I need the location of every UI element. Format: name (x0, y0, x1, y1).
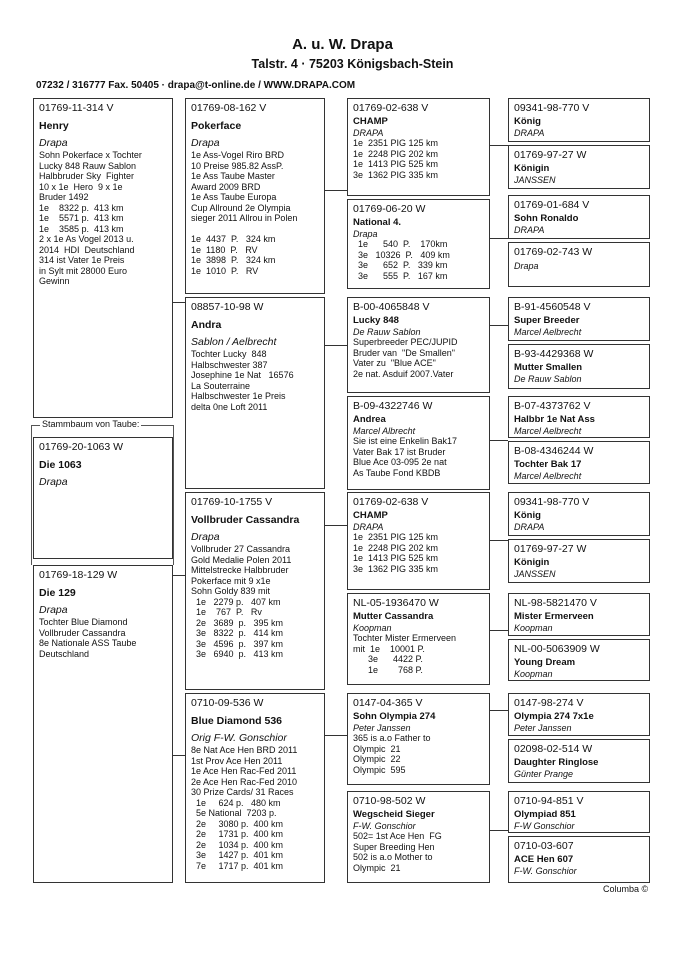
ring-number: NL-05-1936470 W (353, 597, 439, 609)
pigeon-name: Andrea (353, 414, 386, 425)
performance-line: 1e 4437 P. 324 km (191, 234, 276, 244)
performance-line: Vater Bak 17 ist Bruder (353, 446, 446, 457)
performance-line: Josephine 1e Nat 16576 (191, 370, 294, 380)
pigeon-name: König (514, 510, 541, 521)
performance-line: 3e 1362 PIG 335 km (353, 563, 439, 574)
performance-line: Superbreeder PEC/JUPID (353, 337, 458, 347)
breeder-origin: DRAPA (353, 127, 384, 138)
ring-number: 01769-18-129 W (39, 569, 118, 581)
pedigree-box-sd (185, 297, 325, 489)
pedigree-box-g9 (508, 492, 650, 536)
pedigree-box-ds (185, 492, 325, 690)
pedigree-box-dam (33, 565, 173, 883)
pigeon-name: Olympiad 851 (514, 809, 576, 820)
performance-line: 1e Ass-Vogel Riro BRD (191, 150, 285, 160)
performance-line: Sohn Goldy 839 mit (191, 586, 271, 596)
pigeon-name: Wegscheid Sieger (353, 809, 435, 820)
ring-number: B-08-4346244 W (514, 445, 594, 457)
breeder-origin: Koopman (514, 622, 553, 633)
pigeon-name: Mutter Cassandra (353, 611, 434, 622)
pigeon-name: Pokerface (191, 120, 242, 132)
performance-line: mit 1e 10001 P. (353, 643, 425, 654)
performance-line: 1e 5571 p. 413 km (39, 213, 124, 223)
performance-line: La Souterraine (191, 380, 251, 391)
performance-line: Cup Allround 2e Olympia (191, 202, 291, 213)
breeder-origin: Sablon / Aelbrecht (191, 335, 277, 348)
performance-line: 502= 1st Ace Hen FG (353, 831, 442, 841)
performance-line: Super Breeding Hen (353, 841, 435, 852)
performance-line: 1e Ace Hen Rac-Fed 2011 (191, 766, 297, 776)
performance-line: 1e 1010 P. RV (191, 265, 259, 276)
ring-number: 0710-09-536 W (191, 697, 264, 709)
pedigree-box-g13 (508, 693, 650, 736)
ring-number: B-07-4373762 V (514, 400, 591, 412)
pedigree-box-ss (185, 98, 325, 294)
pigeon-name: CHAMP (353, 510, 388, 521)
performance-line: 2e Ace Hen Rac-Fed 2010 (191, 776, 298, 787)
performance-line: sieger 2011 Allrou in Polen (191, 213, 298, 223)
performance-line: 2e 3080 p. 400 km (191, 818, 284, 829)
ring-number: 01769-11-314 V (39, 102, 114, 114)
breeder-address: Talstr. 4 · 75203 Königsbach-Stein (251, 57, 454, 71)
performance-line: Sie ist eine Enkelin Bak17 (353, 436, 458, 446)
performance-line: Halbschwester 387 (191, 359, 268, 370)
pedigree-legend: Stammbaum von Taube: (42, 419, 140, 429)
breeder-origin: DRAPA (514, 127, 545, 138)
pigeon-name: Die 129 (39, 587, 76, 599)
pedigree-box-sire (33, 437, 173, 559)
breeder-origin: Drapa (191, 136, 220, 149)
ring-number: B-09-4322746 W (353, 400, 433, 412)
ring-number: 01769-02-638 V (353, 496, 429, 508)
pedigree-box-dsd (347, 593, 490, 685)
performance-line: 2e 1731 p. 400 km (191, 829, 284, 839)
pedigree-box-dss (347, 492, 490, 590)
performance-line: 3e 4596 p. 397 km (191, 638, 284, 649)
pedigree-box-g7 (508, 396, 650, 438)
pigeon-name: CHAMP (353, 116, 388, 127)
performance-line: 1e 2248 PIG 202 km (353, 148, 439, 159)
pedigree-box-g11 (508, 593, 650, 636)
performance-line: 2e 1034 p. 400 km (191, 839, 284, 850)
performance-line: 1e 540 P. 170km (353, 239, 448, 249)
pedigree-box-g15 (508, 791, 650, 833)
performance-line: 8e Nationale ASS Taube (39, 638, 137, 648)
breeder-origin: Drapa (191, 530, 220, 543)
performance-line: 2014 HDI Deutschland (39, 244, 135, 255)
performance-line: 1e 3585 p. 413 km (39, 223, 124, 234)
performance-line: Olympic 21 (353, 862, 401, 873)
breeder-origin: Koopman (353, 622, 392, 633)
breeder-origin: Drapa (353, 228, 378, 239)
breeder-origin: Drapa (39, 475, 68, 488)
performance-line: 2e nat. Asduif 2007.Vater (353, 368, 454, 379)
ring-number: 02098-02-514 W (514, 743, 593, 755)
breeder-origin: De Rauw Sablon (353, 326, 421, 337)
performance-line: 1e 2248 PIG 202 km (353, 542, 439, 553)
breeder-origin: Drapa (39, 136, 68, 149)
breeder-name: A. u. W. Drapa (292, 36, 393, 53)
ring-number: 09341-98-770 V (514, 496, 590, 508)
performance-line: 365 is a.o Father to (353, 733, 431, 743)
breeder-origin: DRAPA (514, 224, 545, 235)
performance-line: 1e 2351 PIG 125 km (353, 532, 439, 542)
pigeon-name: Vollbruder Cassandra (191, 514, 300, 526)
ring-number: NL-00-5063909 W (514, 643, 600, 655)
performance-line: Bruder 1492 (39, 192, 89, 202)
performance-line: 3e 10326 P. 409 km (353, 249, 450, 260)
ring-number: 01769-20-1063 W (39, 441, 124, 453)
performance-line: 10 Preise 985.82 AssP. (191, 160, 284, 171)
ring-number: NL-98-5821470 V (514, 597, 597, 609)
breeder-origin: F-W. Gonschior (353, 820, 416, 831)
pigeon-name: Königin (514, 557, 550, 568)
performance-line: 30 Prize Cards/ 31 Races (191, 787, 294, 797)
pigeon-name: Young Dream (514, 657, 576, 668)
pedigree-box-ddd (347, 791, 490, 883)
ring-number: B-00-4065848 V (353, 301, 430, 313)
breeder-origin: De Rauw Sablon (514, 373, 582, 384)
performance-line: Award 2009 BRD (191, 181, 261, 192)
performance-line: Lucky 848 Rauw Sablon (39, 160, 137, 171)
ring-number: B-91-4560548 V (514, 301, 591, 313)
breeder-origin: JANSSEN (514, 568, 556, 579)
breeder-origin: Drapa (39, 603, 68, 616)
breeder-origin: Peter Janssen (353, 722, 411, 733)
pigeon-name: Blue Diamond 536 (191, 715, 283, 727)
breeder-origin: Peter Janssen (514, 722, 572, 733)
performance-line: Tochter Blue Diamond (39, 617, 128, 627)
pigeon-name: Olympia 274 7x1e (514, 711, 594, 722)
breeder-origin: DRAPA (353, 521, 384, 532)
performance-line: 5e National 7203 p. (191, 808, 277, 818)
pedigree-box-ssd (347, 199, 490, 289)
pigeon-name: Sohn Olympia 274 (353, 711, 436, 722)
performance-line: Vater zu "Blue ACE" (353, 358, 436, 368)
pigeon-name: Andra (191, 319, 222, 331)
performance-line: 3e 4422 P. (353, 654, 423, 664)
performance-line: 1st Prov Ace Hen 2011 (191, 755, 283, 766)
performance-line: Deutschland (39, 648, 90, 659)
breeder-origin: Drapa (514, 261, 539, 271)
ring-number: 01769-01-684 V (514, 199, 590, 211)
ring-number: 01769-97-27 W (514, 543, 587, 555)
pedigree-box-g1 (508, 98, 650, 142)
performance-line: 1e 1413 PIG 525 km (353, 159, 439, 169)
ring-number: 0710-03-607 (514, 840, 574, 852)
performance-line: Halbschwester 1e Preis (191, 391, 286, 401)
pedigree-box-g8 (508, 441, 650, 484)
pigeon-name: Lucky 848 (353, 315, 399, 326)
performance-line: 1e 8322 p. 413 km (39, 202, 124, 213)
ring-number: 01769-06-20 W (353, 203, 426, 215)
performance-line: Bruder van "De Smallen" (353, 347, 455, 358)
performance-line: 1e 1413 PIG 525 km (353, 553, 439, 563)
performance-line (191, 224, 319, 235)
performance-line: 1e Ass Taube Master (191, 171, 275, 181)
pedigree-box-g4 (508, 242, 650, 287)
performance-line: 1e 1180 P. RV (191, 244, 258, 255)
performance-line: 3e 1427 p. 401 km (191, 850, 284, 860)
performance-line: 1e 768 P. (353, 664, 423, 675)
breeder-origin: Marcel Albrecht (353, 425, 416, 436)
performance-line: 3e 8322 p. 414 km (191, 628, 284, 638)
breeder-origin: DRAPA (514, 521, 545, 532)
pigeon-name: National 4. (353, 217, 402, 228)
ring-number: 01769-08-162 V (191, 102, 267, 114)
ring-number: 0147-04-365 V (353, 697, 423, 709)
pedigree-box-g14 (508, 739, 650, 783)
performance-line: Olympic 595 (353, 764, 406, 775)
pedigree-box-sss (347, 98, 490, 196)
ring-number: 0710-98-502 W (353, 795, 426, 807)
performance-line: 1e Ass Taube Europa (191, 192, 277, 202)
performance-line: 314 ist Vater 1e Preis (39, 255, 125, 265)
breeder-origin: Günter Prange (514, 768, 574, 779)
performance-line: As Taube Fond KBDB (353, 467, 441, 478)
performance-line: 2 x 1e As Vogel 2013 u. (39, 234, 134, 244)
breeder-origin: JANSSEN (514, 174, 556, 185)
breeder-origin: Orig F-W. Gonschior (191, 731, 287, 744)
performance-line: 1e 2279 p. 407 km (191, 596, 281, 607)
performance-line: in Sylt mit 28000 Euro (39, 265, 128, 276)
performance-line: 1e 3898 P. 324 km (191, 255, 276, 265)
pedigree-box-g10 (508, 539, 650, 583)
performance-line: Olympic 21 (353, 743, 401, 754)
pigeon-name: Mutter Smallen (514, 362, 583, 373)
performance-line: Vollbruder 27 Cassandra (191, 544, 291, 554)
pedigree-box-g16 (508, 836, 650, 883)
breeder-contact: 07232 / 316777 Fax. 50405 · drapa@t-online.de / WWW.DRAPA.COM (36, 80, 356, 91)
pigeon-name: Tochter Bak 17 (514, 459, 582, 470)
performance-line: 1e 2351 PIG 125 km (353, 138, 439, 148)
pedigree-box-main (33, 98, 173, 418)
pedigree-box-dds (347, 693, 490, 785)
pedigree-box-g5 (508, 297, 650, 341)
pigeon-name: König (514, 116, 541, 127)
pedigree-box-dd (185, 693, 325, 883)
performance-line: Tochter Lucky 848 (191, 349, 267, 359)
performance-line: 3e 1362 PIG 335 km (353, 169, 439, 180)
ring-number: 01769-02-638 V (353, 102, 429, 114)
ring-number: 01769-02-743 W (514, 246, 593, 258)
breeder-origin: Marcel Aelbrecht (514, 425, 582, 436)
performance-line: Gewinn (39, 276, 70, 286)
ring-number: 0147-98-274 V (514, 697, 584, 709)
pigeon-name: ACE Hen 607 (514, 854, 574, 865)
breeder-origin: F-W. Gonschior (514, 865, 577, 876)
performance-line: Halbbruder Sky Fighter (39, 171, 135, 181)
pigeon-name: Königin (514, 163, 550, 174)
performance-line: Blue Ace 03-095 2e nat (353, 457, 447, 467)
performance-line: 2e 3689 p. 395 km (191, 617, 284, 628)
footer-credit: Columba © (603, 884, 649, 894)
breeder-origin: Marcel Aelbrecht (514, 326, 582, 337)
pedigree-box-g6 (508, 344, 650, 389)
performance-line: Sohn Pokerface x Tochter (39, 150, 142, 160)
pedigree-box-g12 (508, 639, 650, 681)
breeder-origin: Koopman (514, 668, 553, 679)
performance-line: 7e 1717 p. 401 km (191, 860, 284, 871)
ring-number: 0710-94-851 V (514, 795, 584, 807)
performance-line: 502 is a.o Mother to (353, 852, 433, 862)
ring-number: B-93-4429368 W (514, 348, 594, 360)
performance-line: Tochter Mister Ermerveen (353, 633, 457, 643)
pedigree-box-sds (347, 297, 490, 393)
performance-line: Olympic 22 (353, 754, 401, 764)
performance-line: 1e 624 p. 480 km (191, 797, 281, 808)
performance-line: 10 x 1e Hero 9 x 1e (39, 181, 123, 192)
performance-line: 3e 652 P. 339 km (353, 260, 448, 270)
performance-line: delta 0ne Loft 2011 (191, 401, 268, 412)
breeder-origin: Marcel Aelbrecht (514, 470, 582, 481)
performance-line: 3e 6940 p. 413 km (191, 649, 284, 659)
ring-number: 08857-10-98 W (191, 301, 264, 313)
pigeon-name: Daughter Ringlose (514, 757, 599, 768)
pigeon-name: Super Breeder (514, 315, 580, 326)
performance-line: 8e Nat Ace Hen BRD 2011 (191, 745, 298, 755)
pigeon-name: Halbbr 1e Nat Ass (514, 414, 595, 425)
pedigree-box-g2 (508, 145, 650, 189)
pedigree-box-sdd (347, 396, 490, 490)
pigeon-name: Sohn Ronaldo (514, 213, 579, 224)
performance-line: 1e 767 P. Rv (191, 607, 262, 617)
pedigree-box-g3 (508, 195, 650, 239)
ring-number: 01769-97-27 W (514, 149, 587, 161)
breeder-origin: F-W Gonschior (514, 820, 575, 831)
performance-line: Vollbruder Cassandra (39, 627, 126, 638)
pigeon-name: Mister Ermerveen (514, 611, 594, 622)
ring-number: 09341-98-770 V (514, 102, 590, 114)
pigeon-name: Henry (39, 120, 69, 132)
performance-line: Mittelstrecke Halbbruder (191, 565, 289, 575)
performance-line: Gold Medalie Polen 2011 (191, 554, 292, 565)
performance-line: Pokerface mit 9 x1e (191, 575, 271, 586)
pigeon-name: Die 1063 (39, 459, 82, 471)
ring-number: 01769-10-1755 V (191, 496, 273, 508)
performance-line: 3e 555 P. 167 km (353, 270, 448, 281)
